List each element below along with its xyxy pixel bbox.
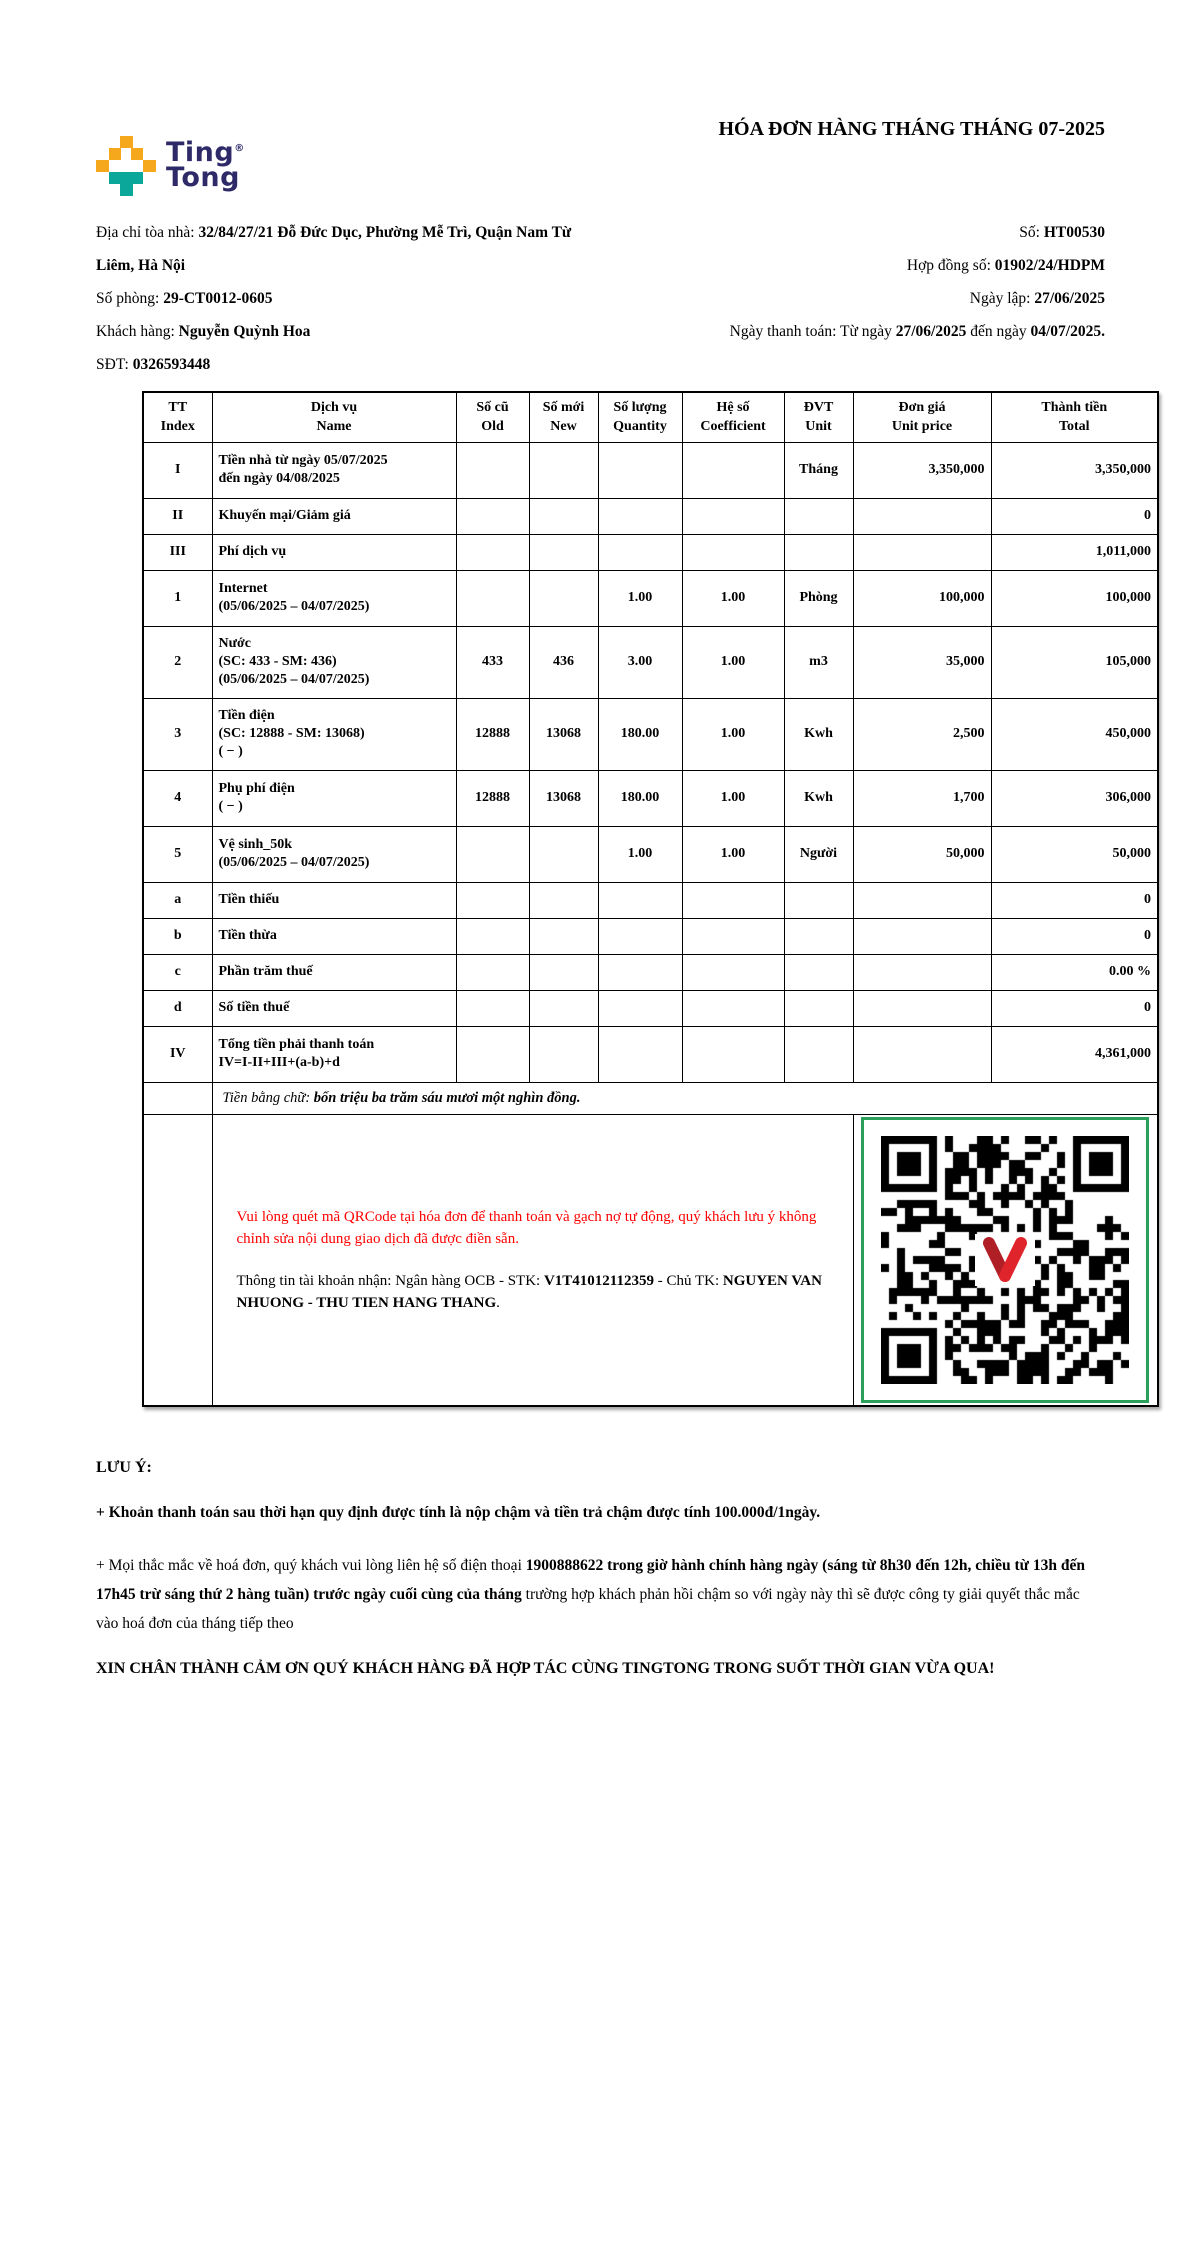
bank-account-note: Thông tin tài khoản nhận: Ngân hàng OCB - STK: V1T41012112359 - Chủ TK: NGUYEN VAN NHUONG - THU TIEN HANG THANG. <box>236 1272 822 1311</box>
cell-old: 433 <box>456 626 529 698</box>
cell-total: 0 <box>991 990 1158 1026</box>
cell-unit: Phòng <box>784 570 853 626</box>
cell-service-name: Khuyến mại/Giảm giá <box>212 498 456 534</box>
table-row <box>143 442 1158 498</box>
cell-total: 0 <box>991 498 1158 534</box>
cell-total: 1,011,000 <box>991 534 1158 570</box>
cell-index: II <box>143 498 212 534</box>
header-old: Số cũ Old <box>456 392 529 442</box>
table-row <box>143 990 1158 1026</box>
header <box>96 0 1105 196</box>
invoice-title: HÓA ĐƠN HÀNG THÁNG THÁNG 07-2025 <box>718 118 1105 140</box>
cell-quantity: 3.00 <box>598 626 682 698</box>
cell-total: 50,000 <box>991 826 1158 882</box>
cell-service-name: Nước (SC: 433 - SM: 436) (05/06/2025 – 04/07/2025) <box>212 626 456 698</box>
cell-service-name: Tổng tiền phải thanh toán IV=I-II+III+(a-b)+d <box>212 1026 456 1082</box>
cell-quantity: 180.00 <box>598 770 682 826</box>
cell-service-name: Tiền thiếu <box>212 882 456 918</box>
qr-code <box>861 1117 1149 1403</box>
cell-index: a <box>143 882 212 918</box>
late-payment-note: + Khoản thanh toán sau thời hạn quy định được tính là nộp chậm và tiền trả chậm được tính 100.000đ/1ngày. <box>96 1504 821 1521</box>
cell-coefficient: 1.00 <box>682 570 784 626</box>
table-row <box>143 498 1158 534</box>
cell-unit: Kwh <box>784 770 853 826</box>
header-unit-price: Đơn giá Unit price <box>853 392 991 442</box>
cell-quantity: 1.00 <box>598 826 682 882</box>
table-row <box>143 698 1158 770</box>
cell-index: 2 <box>143 626 212 698</box>
cell-unit: m3 <box>784 626 853 698</box>
cell-unit-price: 2,500 <box>853 698 991 770</box>
tingtong-logo <box>96 136 245 196</box>
logo-word-ting: Ting <box>166 137 235 168</box>
table-row <box>143 882 1158 918</box>
table-row <box>143 770 1158 826</box>
tingtong-logo-text <box>166 136 245 196</box>
room-number-line: Số phòng: 29-CT0012-0605 <box>96 290 273 307</box>
cell-index: 3 <box>143 698 212 770</box>
cell-unit-price: 3,350,000 <box>853 442 991 498</box>
cell-coefficient: 1.00 <box>682 826 784 882</box>
cell-service-name: Tiền nhà từ ngày 05/07/2025 đến ngày 04/08/2025 <box>212 442 456 498</box>
header-index: TT Index <box>143 392 212 442</box>
cell-coefficient: 1.00 <box>682 698 784 770</box>
cell-total: 105,000 <box>991 626 1158 698</box>
table-row <box>143 626 1158 698</box>
cell-old: 12888 <box>456 770 529 826</box>
cell-service-name: Tiền điện (SC: 12888 - SM: 13068) ( − ) <box>212 698 456 770</box>
cell-coefficient <box>682 442 784 498</box>
table-row <box>143 954 1158 990</box>
cell-service-name: Tiền thừa <box>212 918 456 954</box>
qr-payment-row <box>143 1114 1158 1406</box>
cell-unit: Tháng <box>784 442 853 498</box>
cell-quantity: 1.00 <box>598 570 682 626</box>
thank-you-note: XIN CHÂN THÀNH CẢM ƠN QUÝ KHÁCH HÀNG ĐÃ HỢP TÁC CÙNG TINGTONG TRONG SUỐT THỜI GIAN VỪA QUA! <box>96 1660 995 1677</box>
header-service: Dịch vụ Name <box>212 392 456 442</box>
registered-mark: ® <box>234 143 245 154</box>
header-unit: ĐVT Unit <box>784 392 853 442</box>
header-quantity: Số lượng Quantity <box>598 392 682 442</box>
cell-index: 1 <box>143 570 212 626</box>
cell-total: 0 <box>991 918 1158 954</box>
cell-total: 450,000 <box>991 698 1158 770</box>
cell-unit: Người <box>784 826 853 882</box>
hotline-note: + Mọi thắc mắc về hoá đơn, quý khách vui lòng liên hệ số điện thoại 1900888622 trong giờ hành chính hàng ngày (sáng từ 8h30 đến 12h, chiều từ 13h đến 17h45 trừ sáng thứ 2 hàng tuần) trước ngày cuối cùng của tháng trường hợp khách phản hồi chậm so với ngày này thì sẽ được công ty giải quyết thắc mắc vào hoá đơn của tháng tiếp theo <box>96 1557 1085 1632</box>
cell-total: 0 <box>991 882 1158 918</box>
cell-coefficient: 1.00 <box>682 770 784 826</box>
cell-total: 0.00 % <box>991 954 1158 990</box>
logo-word-tong: Tong <box>166 162 240 193</box>
tingtong-logo-icon <box>96 136 156 196</box>
vietqr-v-icon <box>975 1234 1035 1286</box>
cell-total: 100,000 <box>991 570 1158 626</box>
cell-service-name: Phần trăm thuế <box>212 954 456 990</box>
header-new: Số mới New <box>529 392 598 442</box>
qr-code-cell <box>853 1114 1158 1406</box>
cell-service-name: Phí dịch vụ <box>212 534 456 570</box>
payment-period-line: Ngày thanh toán: Từ ngày 27/06/2025 đến ngày 04/07/2025. <box>729 323 1105 340</box>
cell-unit: Kwh <box>784 698 853 770</box>
cell-unit-price: 100,000 <box>853 570 991 626</box>
cell-total: 3,350,000 <box>991 442 1158 498</box>
cell-index: III <box>143 534 212 570</box>
cell-new <box>529 442 598 498</box>
header-coefficient: Hệ số Coefficient <box>682 392 784 442</box>
cell-index: 5 <box>143 826 212 882</box>
cell-grand-total: 4,361,000 <box>991 1026 1158 1082</box>
cell-old <box>456 570 529 626</box>
table-row-grand-total <box>143 1026 1158 1082</box>
cell-new <box>529 570 598 626</box>
qr-instruction-note: Vui lòng quét mã QRCode tại hóa đơn để thanh toán và gạch nợ tự động, quý khách lưu ý không chỉnh sửa nội dung giao dịch đã được điền sẵn. <box>236 1208 817 1247</box>
cell-unit-price: 50,000 <box>853 826 991 882</box>
contract-number-line: Hợp đồng số: 01902/24/HDPM <box>906 257 1105 274</box>
cell-index: 4 <box>143 770 212 826</box>
cell-service-name: Số tiền thuế <box>212 990 456 1026</box>
cell-old <box>456 442 529 498</box>
amount-in-words-row <box>143 1082 1158 1114</box>
table-row <box>143 918 1158 954</box>
phone-line: SĐT: 0326593448 <box>96 356 211 373</box>
amount-in-words: Tiền bằng chữ: bốn triệu ba trăm sáu mươi một nghìn đồng. <box>212 1082 1158 1114</box>
qr-payment-notes <box>212 1114 853 1406</box>
invoice-table <box>142 391 1159 1407</box>
cell-total: 306,000 <box>991 770 1158 826</box>
cell-new: 13068 <box>529 698 598 770</box>
cell-unit-price: 1,700 <box>853 770 991 826</box>
header-total: Thành tiền Total <box>991 392 1158 442</box>
cell-service-name: Internet (05/06/2025 – 04/07/2025) <box>212 570 456 626</box>
cell-index: b <box>143 918 212 954</box>
invoice-meta <box>730 216 1105 381</box>
cell-new: 436 <box>529 626 598 698</box>
table-row <box>143 826 1158 882</box>
cell-unit-price: 35,000 <box>853 626 991 698</box>
customer-info <box>96 216 601 381</box>
cell-index: IV <box>143 1026 212 1082</box>
table-row <box>143 570 1158 626</box>
issue-date-line: Ngày lập: 27/06/2025 <box>969 290 1105 307</box>
cell-service-name: Vệ sinh_50k (05/06/2025 – 04/07/2025) <box>212 826 456 882</box>
cell-coefficient: 1.00 <box>682 626 784 698</box>
cell-index: c <box>143 954 212 990</box>
notes-heading: LƯU Ý: <box>96 1459 152 1476</box>
table-header-row <box>143 392 1158 442</box>
invoice-number-line: Số: HT00530 <box>1019 224 1105 241</box>
table-row <box>143 534 1158 570</box>
invoice-info <box>96 216 1105 381</box>
cell-quantity: 180.00 <box>598 698 682 770</box>
cell-index: I <box>143 442 212 498</box>
cell-index: d <box>143 990 212 1026</box>
building-address-line: Địa chỉ tòa nhà: 32/84/27/21 Đỗ Đức Dục, Phường Mễ Trì, Quận Nam Từ Liêm, Hà Nội <box>96 224 572 274</box>
footer-notes <box>96 1459 1105 1683</box>
customer-name-line: Khách hàng: Nguyễn Quỳnh Hoa <box>96 323 311 340</box>
cell-service-name: Phụ phí điện ( − ) <box>212 770 456 826</box>
cell-old: 12888 <box>456 698 529 770</box>
cell-quantity <box>598 442 682 498</box>
cell-new: 13068 <box>529 770 598 826</box>
